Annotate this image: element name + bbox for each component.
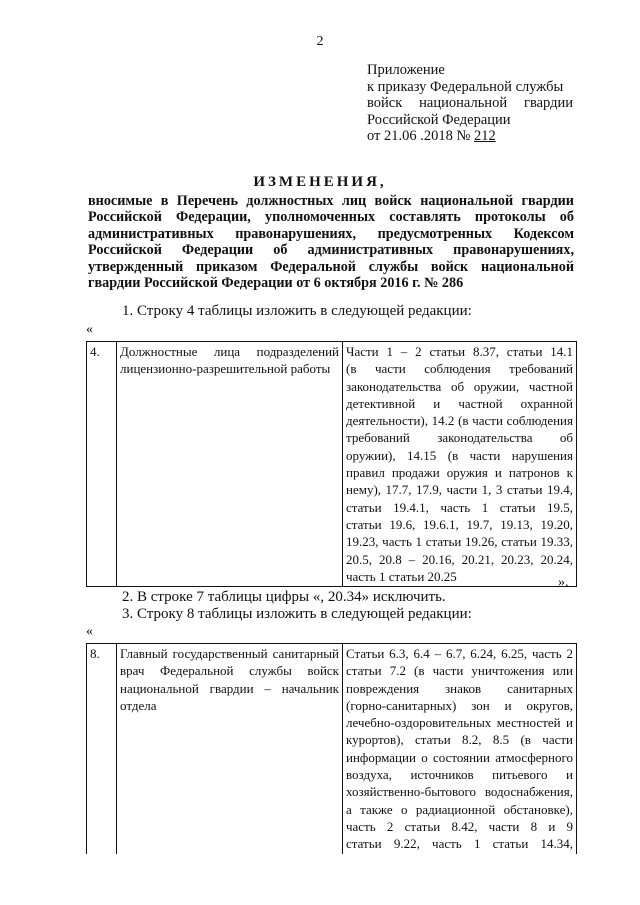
- articles-line: законодательства об оружии, частной: [346, 378, 573, 394]
- articles-line: лечебно-оздоровительных местностей и: [346, 715, 573, 731]
- item-1-close-quote: ».: [558, 575, 569, 590]
- document-subtitle: [88, 193, 574, 291]
- subtitle-line: Российской Федерации об административных правонарушениях,: [88, 242, 574, 259]
- subtitle-line: гвардии Российской Федерации от 6 октября 2016 г. № 286: [88, 275, 464, 292]
- official-cell: [117, 342, 343, 587]
- articles-line: детективной и частной охранной: [346, 395, 573, 411]
- appendix-line: Российской Федерации: [367, 111, 511, 128]
- appendix-date-prefix: от 21.06 .2018 №: [367, 128, 474, 144]
- articles-line: требований законодательства об: [346, 430, 573, 446]
- articles-cell: [343, 644, 577, 854]
- page-number: 2: [316, 34, 324, 49]
- document-title: ИЗМЕНЕНИЯ,: [253, 174, 387, 190]
- articles-line: деятельности), 14.2 (в части соблюдения: [346, 413, 573, 429]
- articles-line: Статьи 6.3, 6.4 – 6.7, 6.24, 6.25, часть 2: [346, 646, 573, 661]
- articles-line: 20.5, 20.8 – 20.16, 20.21, 20.23, 20.24,: [346, 551, 573, 567]
- table-row-4: [86, 341, 577, 587]
- item-1-text: 1. Строку 4 таблицы изложить в следующей редакции:: [122, 303, 472, 319]
- articles-line: нему), 17.7, 17.9, части 1, 3 статьи 19.4,: [346, 482, 573, 498]
- articles-line: часть 1 статьи 20.25: [346, 568, 457, 584]
- articles-line: статьи 19.6, 19.6.1, 19.7, 19.13, 19.20,: [346, 516, 573, 532]
- appendix-date-line: [367, 128, 573, 145]
- articles-line: (в части соблюдения требований: [346, 361, 573, 377]
- appendix-line: войск национальной гвардии: [367, 95, 573, 111]
- official-line: национальной гвардии – начальник: [120, 680, 339, 696]
- appendix-line: Приложение: [367, 62, 445, 78]
- table-row-8: [86, 643, 577, 854]
- articles-cell: [343, 342, 577, 587]
- official-line: Должностные лица подразделений: [120, 344, 339, 359]
- item-3-open-quote: «: [86, 624, 93, 639]
- articles-line: воздуха, источников питьевого и: [346, 767, 573, 783]
- official-line: Главный государственный санитарный: [120, 646, 339, 661]
- articles-line: оружии), 14.15 (в части нарушения: [346, 447, 573, 463]
- articles-line: хозяйственно-бытового водоснабжения,: [346, 784, 573, 800]
- item-3-text: 3. Строку 8 таблицы изложить в следующей редакции:: [122, 606, 472, 622]
- subtitle-line: Российской Федерации, уполномоченных составлять протоколы об: [88, 209, 574, 226]
- table-row: [87, 644, 577, 854]
- row-number: 4.: [87, 342, 117, 587]
- appendix-line: к приказу Федеральной службы: [367, 78, 564, 95]
- subtitle-line: утвержденный приказом Федеральной службы войск национальной: [88, 258, 574, 275]
- official-line: врач Федеральной службы войск: [120, 663, 339, 679]
- row-number: 8.: [87, 644, 117, 854]
- articles-line: статьи 7.2 (в части уничтожения или: [346, 663, 573, 679]
- official-line: лицензионно-разрешительной работы: [120, 361, 331, 377]
- item-1-open-quote: «: [86, 322, 93, 337]
- articles-line: Части 1 – 2 статьи 8.37, статьи 14.1: [346, 344, 573, 359]
- official-cell: [117, 644, 343, 854]
- table-row: [87, 342, 577, 587]
- item-2-text: 2. В строке 7 таблицы цифры «, 20.34» исключить.: [122, 589, 446, 605]
- articles-line: 19.23, часть 1 статьи 19.26, статьи 19.33,: [346, 534, 573, 550]
- articles-line: курортов), статьи 8.2, 8.5 (в части: [346, 732, 573, 748]
- appendix-block: [367, 62, 573, 145]
- articles-line: информации о состоянии атмосферного: [346, 749, 573, 765]
- subtitle-line: вносимые в Перечень должностных лиц войск национальной гвардии: [88, 193, 574, 209]
- order-number: 212: [473, 128, 496, 144]
- articles-line: повреждения знаков санитарных: [346, 680, 573, 696]
- articles-line: статьи 19.4.1, часть 1 статьи 19.5,: [346, 499, 573, 515]
- articles-line: статьи 9.22, часть 1 статьи 14.34,: [346, 836, 573, 852]
- articles-line: (горно-санитарных) зон и округов,: [346, 697, 573, 713]
- subtitle-line: административных правонарушениях, предусмотренных Кодексом: [88, 225, 574, 242]
- articles-line: а также о радиационной обстановке),: [346, 801, 573, 817]
- articles-line: правил продажи оружия и патронов к: [346, 465, 573, 481]
- articles-line: часть 2 статьи 8.42, части 8 и 9: [346, 818, 573, 834]
- official-line: отдела: [120, 697, 157, 713]
